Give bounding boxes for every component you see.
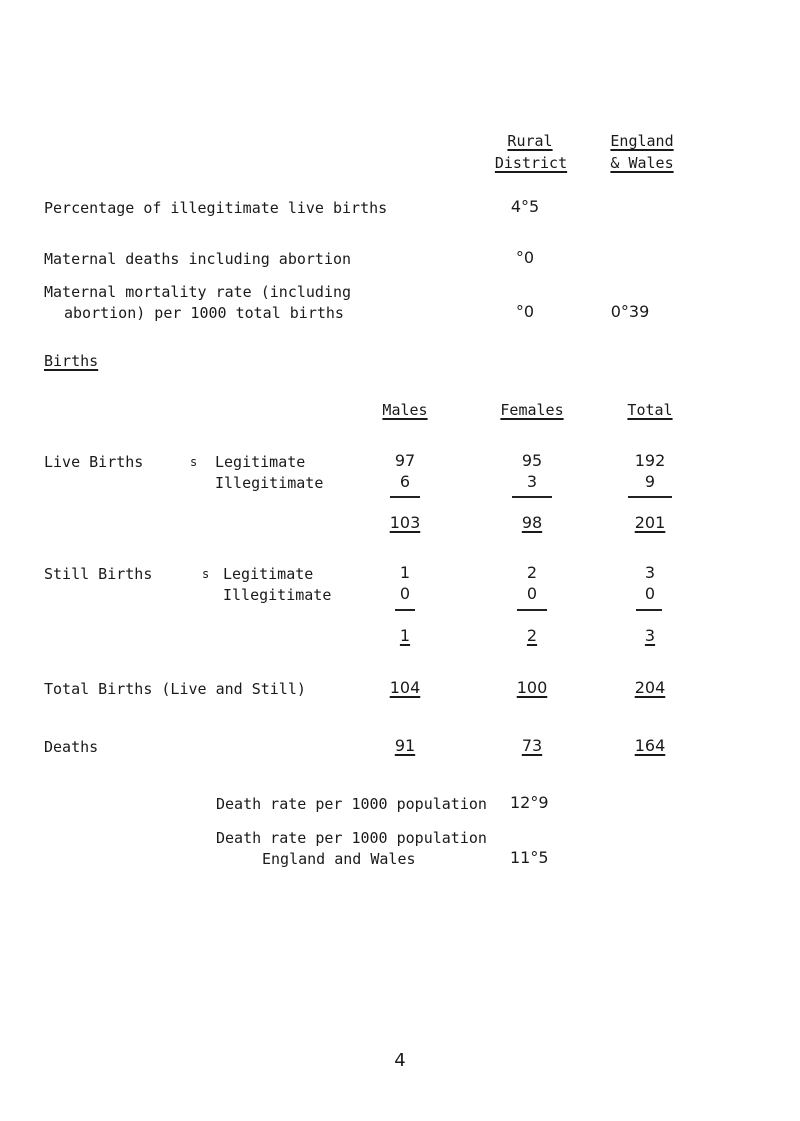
total-births-males: 104: [389, 678, 421, 697]
header-wales: & Wales: [610, 154, 674, 172]
header-district: District: [494, 154, 568, 172]
maternal-mortality-england: 0°39: [610, 302, 650, 321]
still-legit-total: 3: [644, 563, 656, 582]
still-legit-females: 2: [526, 563, 538, 582]
still-total-males: 1: [399, 626, 411, 645]
still-births-sep: s: [202, 567, 210, 581]
death-rate-ew-label-2: England and Wales: [262, 850, 416, 868]
live-subtotal-rule-total: [628, 496, 672, 498]
death-rate-ew-label: Death rate per 1000 population: [216, 829, 487, 847]
maternal-deaths-rural: °0: [515, 248, 535, 267]
death-rate-value: 12°9: [510, 793, 549, 812]
page-number: 4: [394, 1050, 406, 1071]
death-rate-ew-value: 11°5: [510, 848, 549, 867]
total-births-label: Total Births (Live and Still): [44, 680, 306, 698]
still-total-total: 3: [644, 626, 656, 645]
col-females: Females: [500, 401, 564, 419]
live-total-females: 98: [521, 513, 543, 532]
deaths-males: 91: [394, 736, 416, 755]
live-subtotal-rule-females: [512, 496, 552, 498]
header-england: England: [610, 132, 674, 150]
deaths-total: 164: [634, 736, 666, 755]
still-legit-label: Legitimate: [223, 565, 314, 583]
col-total: Total: [627, 401, 673, 419]
still-illegit-males: 0: [399, 584, 411, 603]
live-legit-females: 95: [521, 451, 543, 470]
live-subtotal-rule-males: [390, 496, 420, 498]
still-births-label: Still Births: [44, 565, 153, 583]
illegitimate-pct-label: Percentage of illegitimate live births: [44, 199, 388, 217]
maternal-mortality-label-1: Maternal mortality rate (including: [44, 283, 352, 301]
total-births-females: 100: [516, 678, 548, 697]
deaths-label: Deaths: [44, 738, 99, 756]
total-births-total: 204: [634, 678, 666, 697]
live-legit-males: 97: [394, 451, 416, 470]
still-legit-males: 1: [399, 563, 411, 582]
live-legit-total: 192: [634, 451, 666, 470]
live-total-males: 103: [389, 513, 421, 532]
live-total-total: 201: [634, 513, 666, 532]
death-rate-label: Death rate per 1000 population: [216, 795, 487, 813]
deaths-females: 73: [521, 736, 543, 755]
maternal-mortality-label-2: abortion) per 1000 total births: [64, 304, 344, 322]
live-illegit-females: 3: [526, 472, 538, 491]
births-heading: Births: [44, 352, 99, 370]
live-births-label: Live Births: [44, 453, 144, 471]
still-subtotal-rule-total: [636, 609, 662, 611]
live-births-sep: s: [190, 455, 198, 469]
still-subtotal-rule-females: [517, 609, 547, 611]
maternal-deaths-label: Maternal deaths including abortion: [44, 250, 352, 268]
header-rural: Rural: [507, 132, 553, 150]
maternal-mortality-rural: °0: [515, 302, 535, 321]
still-illegit-label: Illegitimate: [223, 586, 332, 604]
live-legit-label: Legitimate: [215, 453, 306, 471]
still-subtotal-rule-males: [395, 609, 415, 611]
live-illegit-males: 6: [399, 472, 411, 491]
live-illegit-total: 9: [644, 472, 656, 491]
still-illegit-females: 0: [526, 584, 538, 603]
still-total-females: 2: [526, 626, 538, 645]
still-illegit-total: 0: [644, 584, 656, 603]
col-males: Males: [382, 401, 428, 419]
live-illegit-label: Illegitimate: [215, 474, 324, 492]
illegitimate-pct-rural: 4°5: [510, 197, 540, 216]
